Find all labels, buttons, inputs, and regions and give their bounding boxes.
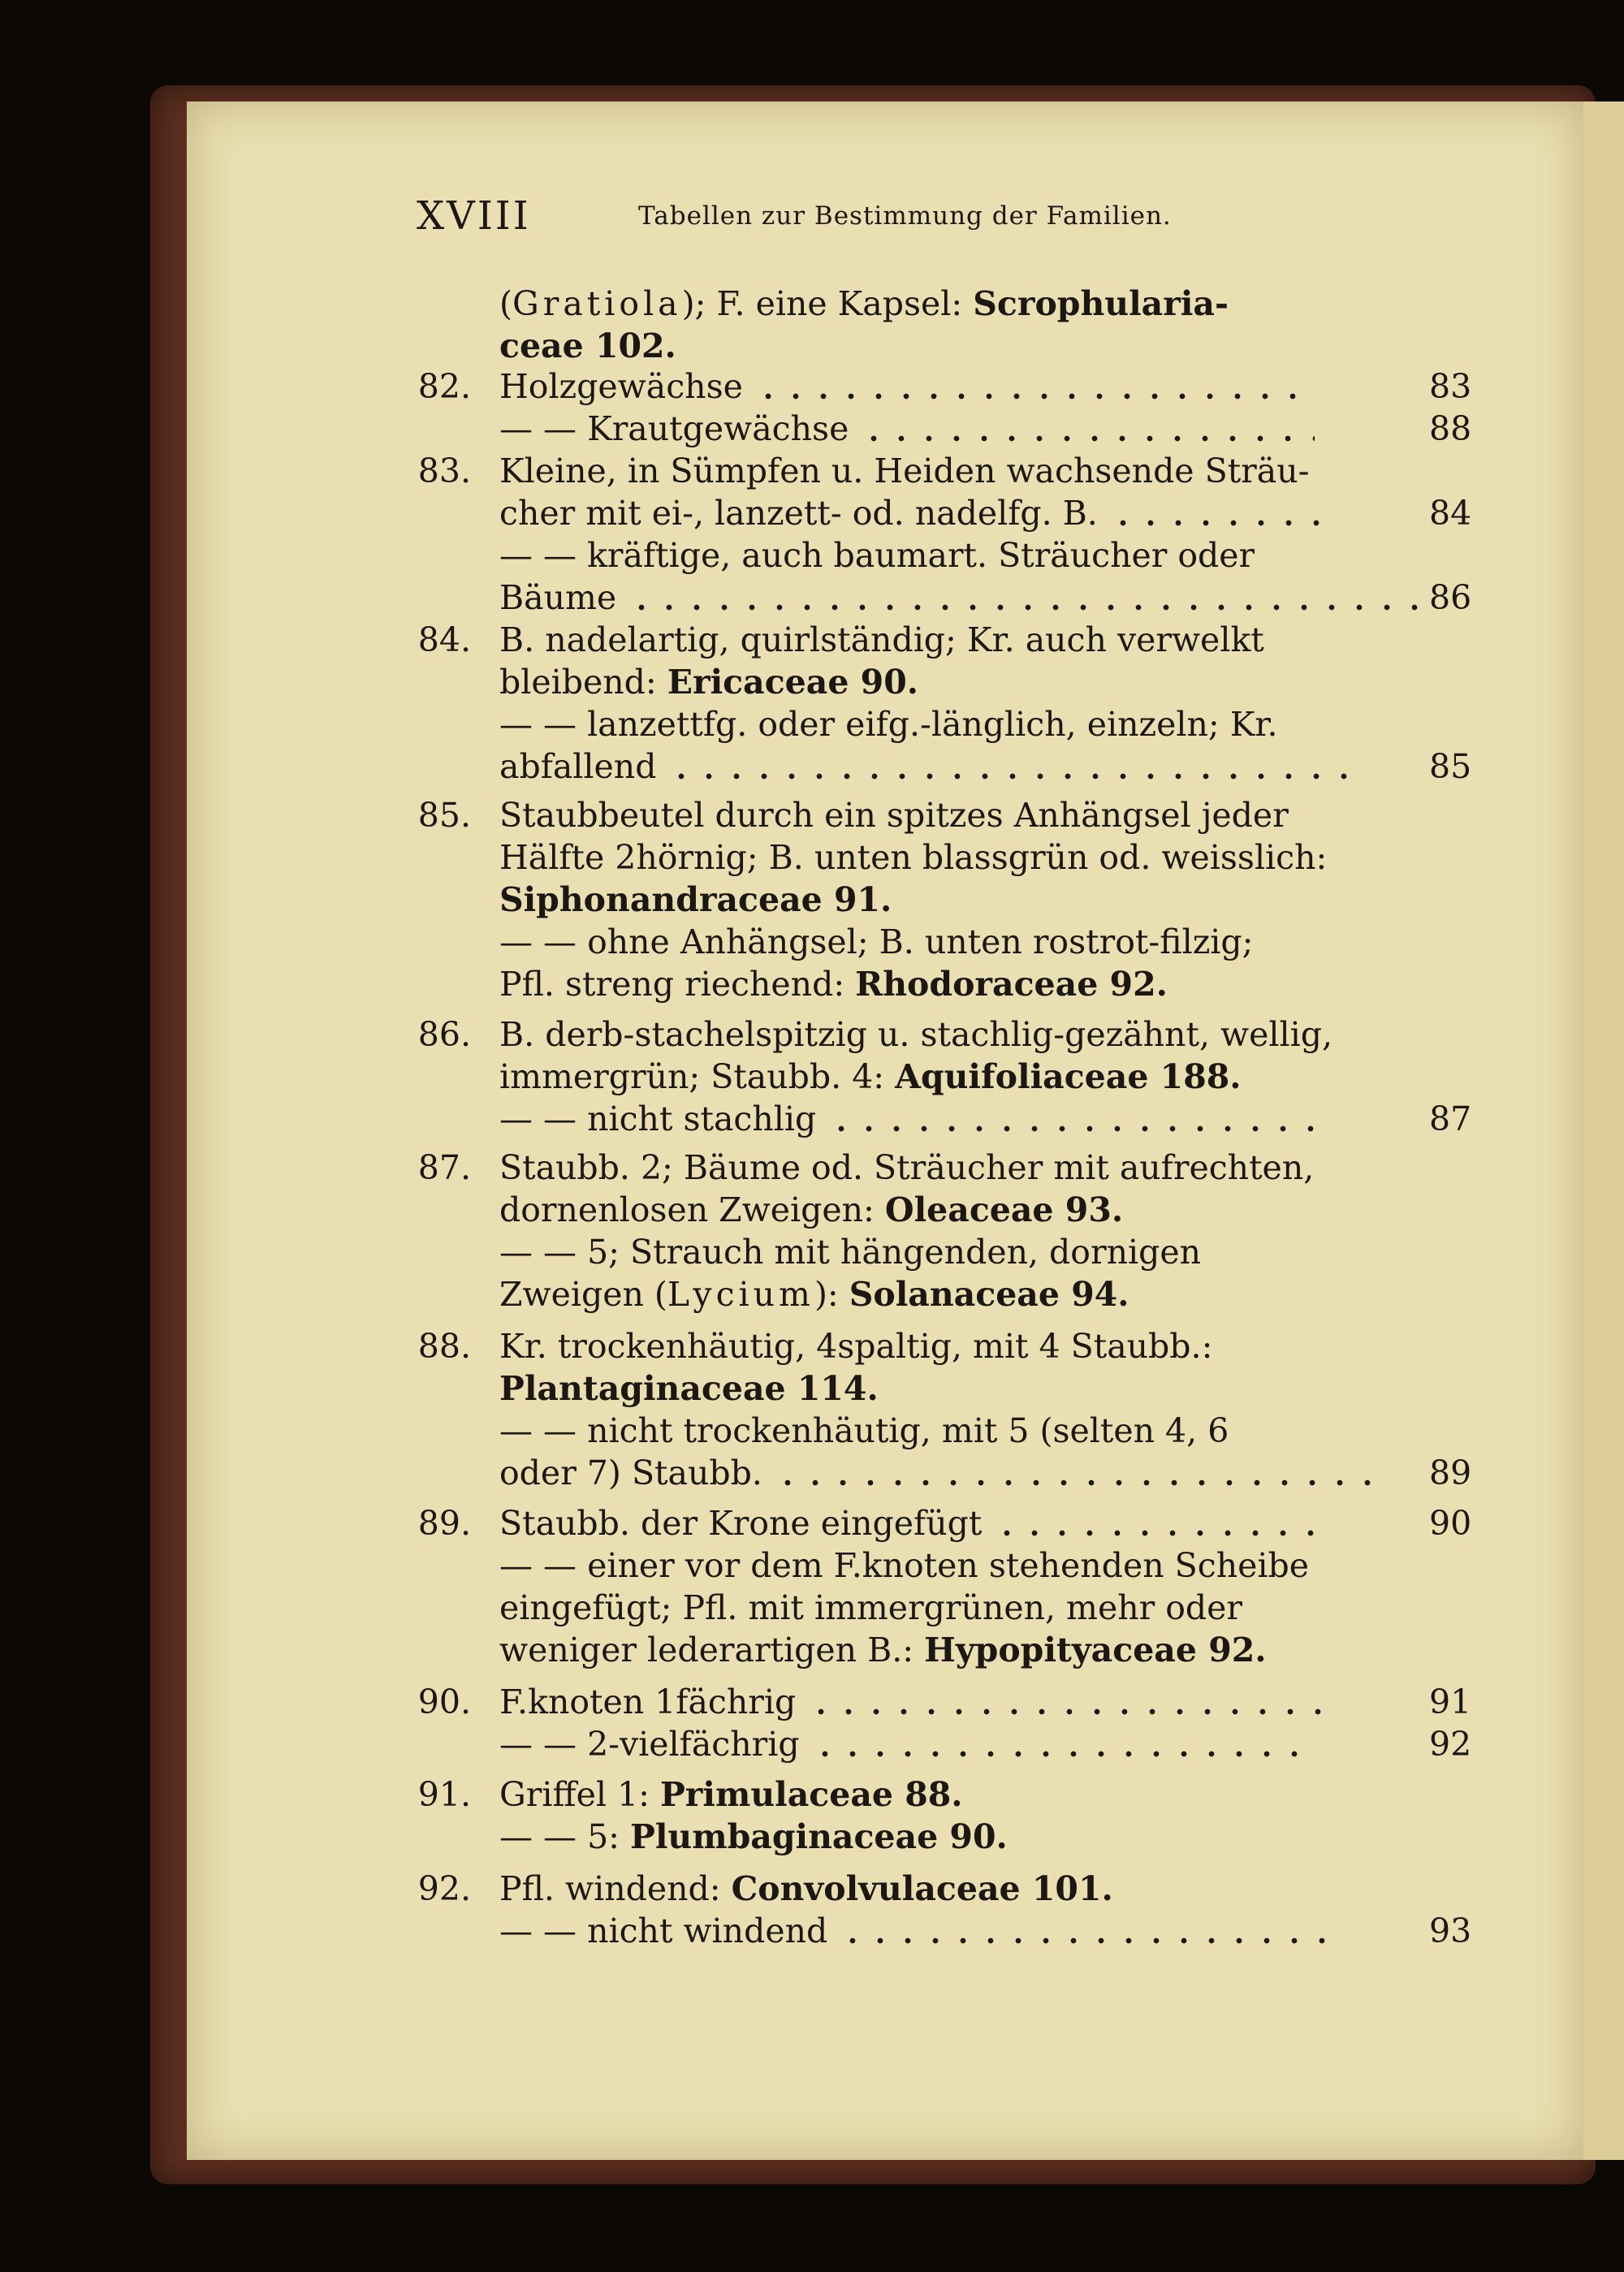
key-line: Siphonandraceae 91.	[499, 880, 892, 919]
key-line: immergrün; Staubb. 4: Aquifoliaceae 188.	[499, 1057, 1242, 1096]
key-line: Holzgewächse	[499, 365, 1425, 408]
couplet-reference: 84	[1429, 494, 1472, 533]
key-line: — — Krautgewächse	[499, 408, 1425, 450]
couplet-reference: 90	[1429, 1504, 1472, 1543]
couplet-number: 86.	[417, 1015, 471, 1054]
couplet-number: 92.	[417, 1869, 471, 1908]
key-line: Staubb. der Krone eingefügt	[499, 1502, 1425, 1544]
key-line: Pfl. windend: Convolvulaceae 101.	[499, 1869, 1113, 1908]
key-line: Staubbeutel durch ein spitzes Anhängsel jeder	[499, 796, 1289, 835]
couplet-reference: 93	[1429, 1911, 1472, 1950]
key-line: abfallend	[499, 745, 1425, 788]
couplet-number: 90.	[417, 1682, 471, 1721]
key-line: Kr. trockenhäutig, 4spaltig, mit 4 Staubb.:	[499, 1327, 1213, 1366]
key-line: oder 7) Staubb.	[499, 1452, 1425, 1494]
key-line: — — nicht stachlig	[499, 1098, 1425, 1140]
couplet-number: 89.	[417, 1504, 471, 1543]
key-line: Staubb. 2; Bäume od. Sträucher mit aufrechten,	[499, 1148, 1315, 1187]
key-line: Plantaginaceae 114.	[499, 1369, 879, 1408]
couplet-number: 88.	[417, 1327, 471, 1366]
key-line: (Gratiola); F. eine Kapsel: Scrophularia-	[499, 284, 1229, 323]
key-line: — — lanzettfg. oder eifg.-länglich, einzeln; Kr.	[499, 705, 1278, 744]
key-line: F.knoten 1fächrig	[499, 1681, 1425, 1723]
couplet-number: 83.	[417, 451, 471, 490]
key-line: — — nicht trockenhäutig, mit 5 (selten 4, 6	[499, 1411, 1229, 1450]
key-line: cher mit ei-, lanzett- od. nadelfg. B.	[499, 492, 1425, 534]
key-line: eingefügt; Pfl. mit immergrünen, mehr oder	[499, 1588, 1243, 1627]
running-title: Tabellen zur Bestimmung der Familien.	[638, 201, 1172, 231]
key-line: Bäume	[499, 577, 1425, 619]
key-line: — — nicht windend	[499, 1910, 1425, 1952]
couplet-reference: 86	[1429, 578, 1472, 617]
couplet-reference: 87	[1429, 1099, 1472, 1138]
couplet-reference: 89	[1429, 1453, 1472, 1492]
couplet-reference: 88	[1429, 409, 1472, 448]
couplet-number: 82.	[417, 367, 471, 406]
couplet-number: 87.	[417, 1148, 471, 1187]
key-line: Kleine, in Sümpfen u. Heiden wachsende Sträu-	[499, 451, 1310, 490]
couplet-number: 91.	[417, 1775, 471, 1814]
key-line: — — ohne Anhängsel; B. unten rostrot-filzig;	[499, 922, 1254, 961]
key-line: B. derb-stachelspitzig u. stachlig-gezähnt, wellig,	[499, 1015, 1332, 1054]
key-line: Zweigen (Lycium): Solanaceae 94.	[499, 1275, 1129, 1314]
key-line: bleibend: Ericaceae 90.	[499, 663, 919, 702]
key-line: dornenlosen Zweigen: Oleaceae 93.	[499, 1190, 1124, 1229]
couplet-reference: 83	[1429, 367, 1472, 406]
key-line: Hälfte 2hörnig; B. unten blassgrün od. weisslich:	[499, 838, 1328, 877]
couplet-reference: 91	[1429, 1682, 1472, 1721]
couplet-number: 85.	[417, 796, 471, 835]
page-folio: XVIII	[417, 193, 531, 239]
couplet-number: 84.	[417, 620, 471, 659]
key-line: ceae 102.	[499, 326, 676, 365]
key-line: — — einer vor dem F.knoten stehenden Scheibe	[499, 1546, 1309, 1585]
key-line: Griffel 1: Primulaceae 88.	[499, 1775, 963, 1814]
key-line: — — 5: Plumbaginaceae 90.	[499, 1817, 1008, 1856]
couplet-reference: 92	[1429, 1725, 1472, 1764]
key-line: — — 5; Strauch mit hängenden, dornigen	[499, 1233, 1202, 1272]
key-line: B. nadelartig, quirlständig; Kr. auch verwelkt	[499, 620, 1264, 659]
key-line: — — 2-vielfächrig	[499, 1723, 1425, 1765]
key-line: — — kräftige, auch baumart. Sträucher oder	[499, 536, 1255, 575]
key-line: Pfl. streng riechend: Rhodoraceae 92.	[499, 965, 1168, 1004]
couplet-reference: 85	[1429, 747, 1472, 786]
key-line: weniger lederartigen B.: Hypopityaceae 92.	[499, 1631, 1267, 1669]
